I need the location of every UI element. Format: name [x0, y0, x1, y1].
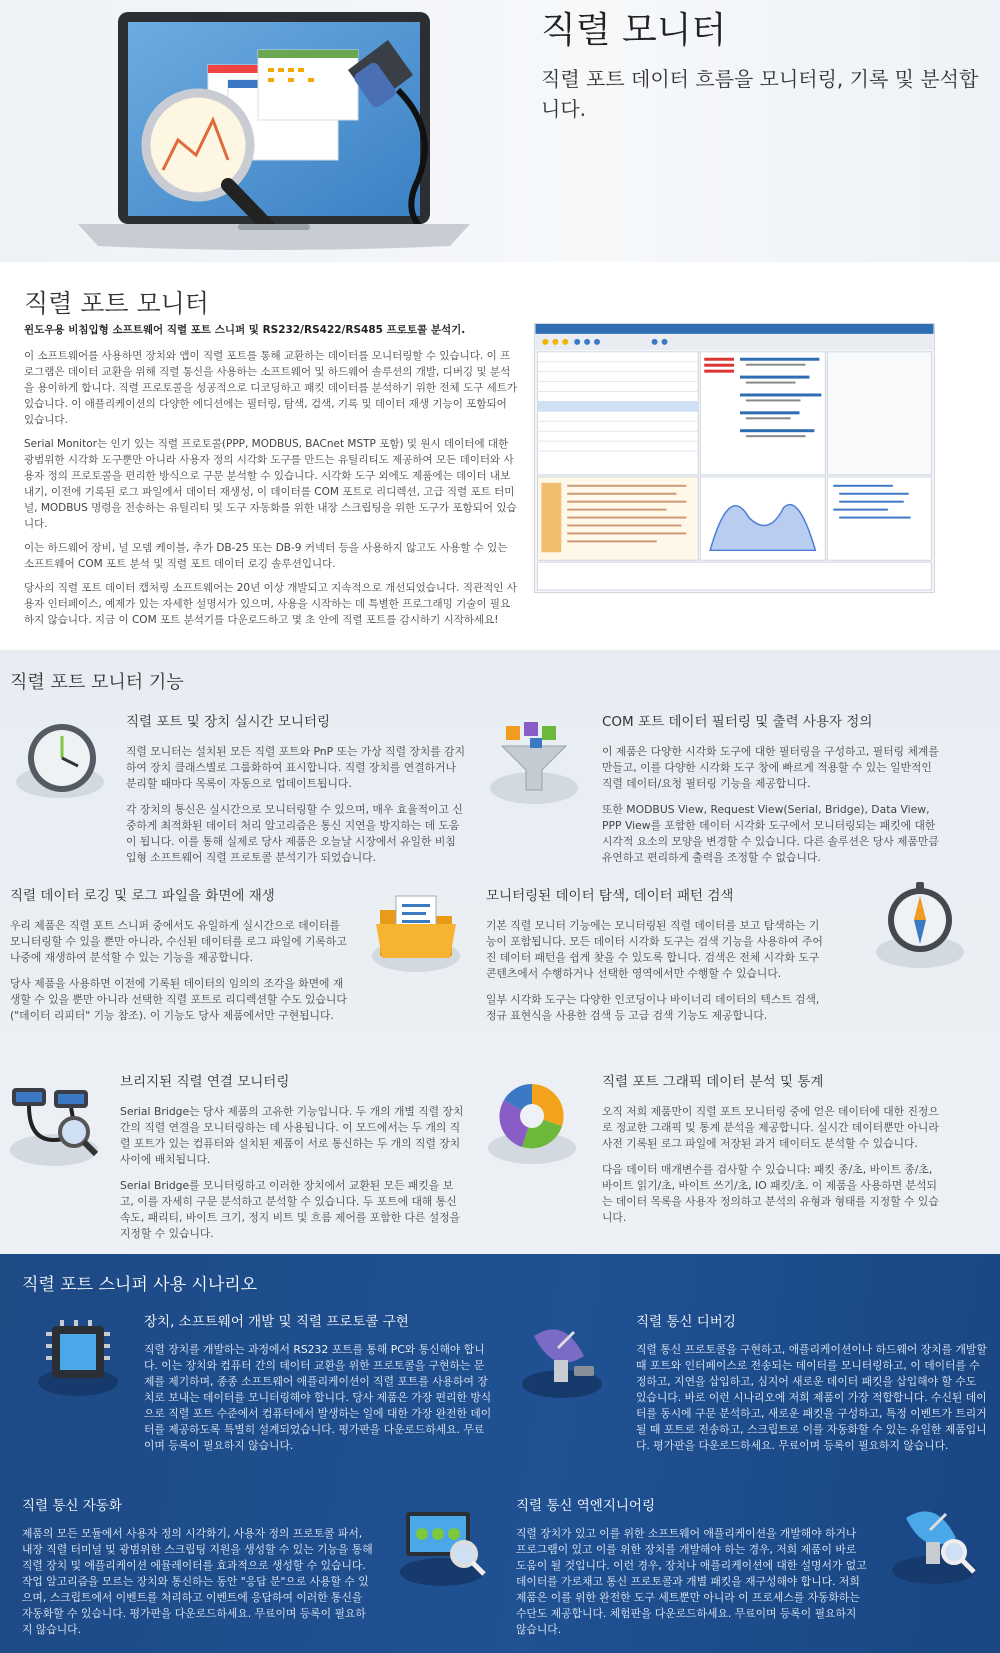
scenario-title: 장치, 소프트웨어 개발 및 직렬 프로토콜 구현 — [144, 1314, 409, 1330]
scenario-text: 제품의 모든 모듈에서 사용자 정의 시각화기, 사용자 정의 프로토콜 파서, 내장 직렬 터미널 및 광범위한 스크립팅 지원을 생성할 수 있는 기능을 통해 직렬 장치 및 애플리케이션 에뮬레이터를 효과적으로 생성할 수 있습니다. 작업 알고리즘을 모르는 장치와 통신하는 동안 "응답 분"으로 사용할 수 있으며, 스크립트에서 이벤트를 처리하고 이벤트에 응답하여 이러한 통신을 자동화할 수 있습니다. 평가판을 다운로드하세요. 무료이며 등록이 필요하지 않습니다. — [22, 1527, 373, 1636]
intro-section — [0, 264, 1000, 650]
feature-item — [126, 710, 466, 876]
feature-title: COM 포트 데이터 필터링 및 출력 사용자 정의 — [602, 714, 873, 730]
scenarios-section — [0, 1254, 1000, 1653]
intro-paragraph: 이는 하드웨어 장비, 널 모뎀 케이블, 추가 DB-25 또는 DB-9 커넥터 등을 사용하지 않고도 사용할 수 있는 소프트웨어 COM 포트 분석 및 직렬 포트 데이터 로깅 솔루션입니다. — [24, 542, 508, 570]
funnel-filter-icon — [484, 708, 584, 808]
scenario-item — [636, 1310, 988, 1454]
chip-icon — [30, 1304, 126, 1400]
feature-text: 이 제품은 다양한 시각화 도구에 대한 필터링을 구성하고, 필터링 체계를 만들고, 이를 다양한 시각화 도구 창에 빠르게 적용할 수 있는 일반적인 직렬 데이터/요청 필터링 기능을 제공합니다. — [602, 745, 939, 790]
intro-lead: 윈도우용 비침입형 소프트웨어 직렬 포트 스니퍼 및 RS232/RS422/RS485 프로토콜 분석기. — [24, 324, 466, 336]
scenario-text: 직렬 장치를 개발하는 과정에서 RS232 포트를 통해 PC와 통신해야 합니다. 이는 장치와 컴퓨터 간의 데이터 교환을 위한 프로토콜을 구현하는 문제를 제기하며, 종종 소프트웨어 애플리케이션이 직렬 포트를 사용하여 장치로 보내는 데이터를 모니터링해야 합니다. 당사 제품은 가장 편리한 방식으로 직렬 포트 수준에서 컴퓨터에서 발생하는 일에 대한 가장 완전한 데이터를 제공하도록 특별히 설계되었습니다. 평가판을 다운로드하세요. 무료이며 등록이 필요하지 않습니다. — [144, 1343, 492, 1452]
intro-text-column — [24, 322, 518, 636]
feature-title: 모니터링된 데이터 탐색, 데이터 패턴 검색 — [486, 888, 734, 904]
scenario-text: 직렬 장치가 있고 이를 위한 소프트웨어 애플리케이션을 개발해야 하거나 프로그램이 있고 이를 위한 장치를 개발해야 하는 경우, 저희 제품이 바로 도움이 될 것입니다. 이런 경우, 장치나 애플리케이션에 대한 설명서가 없고 데이터를 가로채고 통신 프로토콜과 개별 패킷을 재구성해야 합니다. 저희 제품은 이를 위한 완전한 도구 세트뿐만 아니라 이 프로세스를 자동화하는 수단도 제공합니다. 체험판을 다운로드하세요. 무료이며 등록이 필요하지 않습니다. — [516, 1527, 867, 1636]
features-heading: 직렬 포트 모니터 기능 — [10, 672, 184, 693]
app-screenshot — [534, 323, 935, 593]
scenario-item — [22, 1494, 374, 1638]
feature-text: 기본 직렬 모니터 기능에는 모니터링된 직렬 데이터를 보고 탐색하는 기능이 포함됩니다. 모든 데이터 시각화 도구는 검색 기능을 사용하여 주어진 데이터 패턴을 쉽게 찾을 수 있도록 합니다. 검색은 전체 시각화 도구 콘텐츠에서 수행하거나 선택한 영역에서만 수행할 수 있습니다. — [486, 919, 823, 980]
feature-title: 직렬 포트 그래픽 데이터 분석 및 통계 — [602, 1074, 824, 1090]
scenario-title: 직렬 통신 디버깅 — [636, 1314, 736, 1330]
feature-text: Serial Bridge는 당사 제품의 고유한 기능입니다. 두 개의 개별 직렬 장치 간의 직렬 연결을 모니터링하는 데 사용됩니다. 이 모드에서는 두 개의 직렬 포트가 있는 컴퓨터와 설치된 제품이 서로 통신하는 두 개의 직렬 장치 사이에 배치됩니다. — [120, 1105, 464, 1166]
folder-log-icon — [366, 876, 466, 976]
clock-icon — [10, 718, 110, 804]
hero-title: 직렬 모니터 — [541, 10, 727, 51]
intro-paragraph: 당사의 직렬 포트 데이터 캡처링 소프트웨어는 20년 이상 개발되고 지속적으로 개선되었습니다. 직관적인 사용자 인터페이스, 예제가 있는 자세한 설명서가 있으며, 사용을 시작하는 데 특별한 프로그래밍 기술이 필요하지 않습니다. 지금 이 COM 포트 분석기를 다운로드하고 몇 초 안에 직렬 포트를 감시하기 시작하세요! — [24, 582, 517, 626]
feature-item — [120, 1070, 464, 1252]
satellite-magnifier-icon — [884, 1490, 984, 1590]
satellite-dish-icon — [514, 1306, 610, 1402]
scenario-title: 직렬 통신 역엔지니어링 — [516, 1498, 655, 1514]
feature-title: 직렬 포트 및 장치 실시간 모니터링 — [126, 714, 331, 730]
feature-text: 또한 MODBUS View, Request View(Serial, Bridge), Data View, PPP View를 포함한 데이터 시각화 도구에서 모니터링되는 패킷에 대한 시각적 요소의 모양을 변경할 수 있습니다. 다른 솔루션은 당사 제품만큼 유연하고 편리하게 출력을 조정할 수 없습니다. — [602, 803, 939, 864]
feature-text: 각 장치의 통신은 실시간으로 모니터링할 수 있으며, 매우 효율적이고 신중하게 최적화된 데이터 처리 알고리즘은 통신 지연을 방지하는 데 도움이 됩니다. 이를 통해 실제로 당사 제품은 오늘날 시장에서 유일한 비침입형 소프트웨어 직렬 프로토콜 분석기가 되었습니다. — [126, 803, 463, 864]
feature-text: 직렬 모니터는 설치된 모든 직렬 포트와 PnP 또는 가상 직렬 장치를 감지하여 장치 클래스별로 그룹화하여 표시합니다. 직렬 장치를 연결하거나 분리할 때마다 목록이 자동으로 업데이트됩니다. — [126, 745, 466, 790]
intro-paragraph: 이 소프트웨어를 사용하면 장치와 앱이 직렬 포트를 통해 교환하는 데이터를 모니터링할 수 있습니다. 이 프로그램은 데이터 교환을 위해 직렬 통신을 사용하는 소프트웨어 및 하드웨어 솔루션의 개발, 디버깅 및 분석을 용이하게 합니다. 직렬 프로토콜을 성공적으로 디코딩하고 패킷 데이터를 분석하기 위한 전체 도구 세트가 있습니다. 이 애플리케이션의 다양한 에디션에는 필터링, 탐색, 검색, 기록 및 데이터 재생 기능이 포함되어 있습니다. — [24, 350, 518, 426]
feature-item — [10, 884, 350, 1034]
feature-text: 오직 저희 제품만이 직렬 포트 모니터링 중에 얻은 데이터에 대한 진정으로 정교한 그래픽 및 통계 분석을 제공합니다. 실시간 데이터뿐만 아니라 사전 기록된 로그 파일에 저장된 과거 데이터도 분석할 수 있습니다. — [602, 1105, 939, 1150]
scenario-item — [516, 1494, 868, 1638]
feature-item — [602, 710, 942, 876]
scenario-title: 직렬 통신 자동화 — [22, 1498, 122, 1514]
laptop-magnifier-illustration — [78, 10, 470, 258]
feature-title: 브리지된 직렬 연결 모니터링 — [120, 1074, 290, 1090]
pie-chart-icon — [482, 1070, 582, 1170]
feature-text: 다음 데이터 매개변수를 검사할 수 있습니다: 패킷 종/초, 바이트 종/초, 바이트 읽기/초, 바이트 쓰기/초, IO 패킷/초. 이 제품을 사용하면 분석되는 데이터 목록을 사용자 정의하고 분석의 유형과 형태를 지정할 수 있습니다. — [602, 1163, 939, 1224]
feature-text: 일부 시각화 도구는 다양한 인코딩이나 바이너리 데이터의 텍스트 검색, 정규 표현식을 사용한 검색 등 고급 검색 기능도 제공합니다. — [486, 993, 820, 1022]
hero-banner — [0, 0, 1000, 262]
hero-subtitle: 직렬 포트 데이터 흐름을 모니터링, 기록 및 분석합니다. — [541, 67, 979, 121]
compass-icon — [870, 872, 970, 972]
intro-paragraph: Serial Monitor는 인기 있는 직렬 프로토콜(PPP, MODBUS, BACnet MSTP 포함) 및 원시 데이터에 대한 광범위한 시각화 도구뿐만 아니라 사용자 정의 시각화 도구를 만드는 유틸리티도 제공하여 모든 데이터와 사용자 정의 프로토콜을 편리한 방식으로 구문 분석할 수 있습니다. 시각화 도구 외에도 제품에는 데이터 내보내기, 이전에 기록된 로그 파일에서 데이터 재생성, 이 데이터를 COM 포트로 리디렉션, 고급 직렬 포트 터미널, MODBUS 명령을 전송하는 유틸리티 및 도구 자동화를 위한 내장 스크립팅을 위한 도구가 포함되어 있습니다. — [24, 438, 517, 530]
feature-text: 당사 제품을 사용하면 이전에 기록된 데이터의 임의의 조각을 화면에 재생할 수 있을 뿐만 아니라 선택한 직렬 포트로 리디렉션할 수도 있습니다("데이터 리피터" 기능 참조). 이 기능도 당사 제품에서만 구현됩니다. — [10, 977, 347, 1022]
monitor-automation-icon — [392, 1492, 492, 1592]
feature-text: 우리 제품은 직렬 포트 스니퍼 중에서도 유일하게 실시간으로 데이터를 모니터링할 수 있을 뿐만 아니라, 수신된 데이터를 로그 파일에 기록하고 나중에 재생하여 분석할 수 있는 기능을 제공합니다. — [10, 919, 347, 964]
scenario-text: 직렬 통신 프로토콜을 구현하고, 애플리케이션이나 하드웨어 장치를 개발할 때 포트와 인터페이스로 전송되는 데이터를 모니터링하고, 이 데이터를 수정하고, 지연을 삽입하고, 심지어 새로운 데이터 패킷을 삽입해야 할 수도 있습니다. 바로 이런 시나리오에 저희 제품이 가장 적합합니다. 수신된 데이터를 동시에 구문 분석하고, 새로운 패킷을 구성하고, 특정 이벤트가 트리거될 때 포트로 전송하고, 스크립트로 이를 자동화할 수 있는 유일한 제품입니다. 평가판을 다운로드하세요. 무료이며 등록이 필요하지 않습니다. — [636, 1343, 987, 1452]
feature-item — [486, 884, 826, 1034]
scenario-item — [144, 1310, 494, 1454]
serial-bridge-icon — [4, 1070, 104, 1170]
feature-title: 직렬 데이터 로깅 및 로그 파일을 화면에 재생 — [10, 888, 275, 904]
feature-text: Serial Bridge를 모니터링하고 이러한 장치에서 교환된 모든 패킷을 보고, 이를 자세히 구문 분석하고 분석할 수 있습니다. 두 포트에 대해 통신 속도, 패리티, 바이트 크기, 정지 비트 및 흐름 제어를 포함한 다른 설정을 지정할 수 있습니다. — [120, 1179, 461, 1240]
intro-heading: 직렬 포트 모니터 — [24, 289, 209, 318]
scenarios-heading: 직렬 포트 스니퍼 사용 시나리오 — [22, 1275, 258, 1295]
feature-item — [602, 1070, 946, 1236]
features-section — [0, 650, 1000, 1254]
